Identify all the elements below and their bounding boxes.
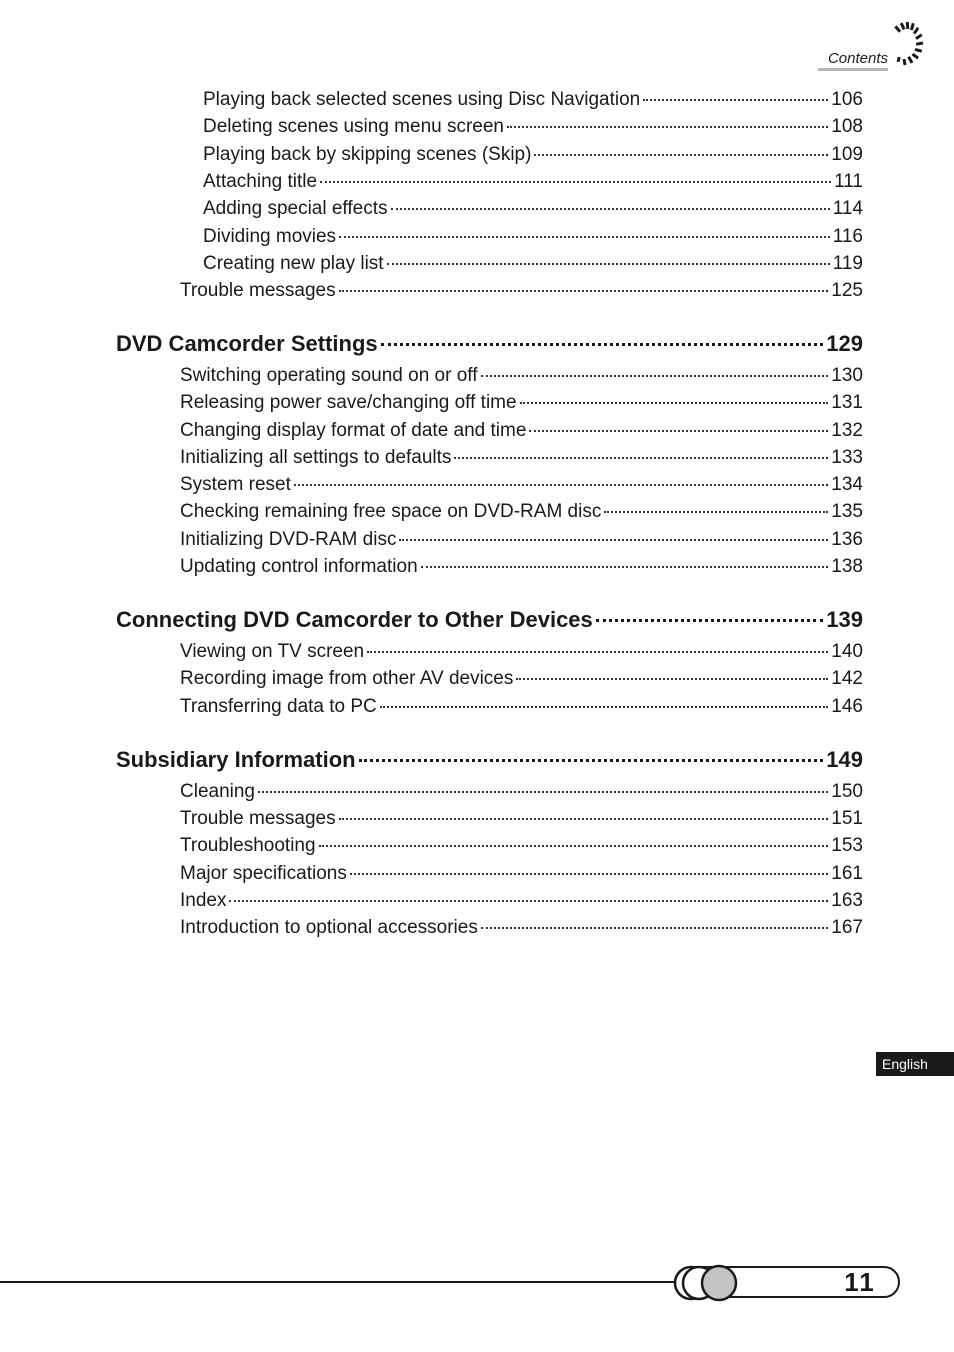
dot-leader — [294, 484, 828, 486]
dot-leader — [381, 343, 824, 346]
toc-entry-title: Dividing movies — [203, 226, 337, 247]
toc-entry-page: 111 — [834, 171, 863, 192]
toc-entry-title: Cleaning — [180, 781, 255, 802]
toc-section-entry[interactable] — [116, 747, 863, 773]
dot-leader — [367, 651, 828, 653]
toc-entry-title: Changing display format of date and time — [180, 420, 527, 441]
toc-entry[interactable] — [180, 529, 863, 551]
dot-leader — [643, 99, 828, 101]
toc-entry[interactable] — [180, 501, 863, 523]
toc-entry-title: Playing back selected scenes using Disc Navigation — [203, 89, 641, 110]
toc-entry-page: 119 — [832, 253, 863, 274]
toc-entry[interactable] — [203, 116, 863, 138]
toc-entry-title: Adding special effects — [203, 198, 388, 219]
toc-entry[interactable] — [203, 198, 863, 220]
toc-entry[interactable] — [180, 917, 863, 939]
toc-entry[interactable] — [180, 474, 863, 496]
toc-entry-title: Creating new play list — [203, 253, 384, 274]
toc-entry-page: 150 — [831, 781, 863, 802]
toc-entry[interactable] — [180, 781, 863, 803]
toc-entry[interactable] — [180, 890, 863, 912]
toc-entry[interactable] — [203, 89, 863, 111]
toc-entry[interactable] — [203, 144, 863, 166]
toc-entry-title: Viewing on TV screen — [180, 641, 365, 662]
dot-leader — [391, 208, 830, 210]
toc-entry-title: Index — [180, 890, 227, 911]
toc-entry[interactable] — [180, 556, 863, 578]
dot-leader — [339, 236, 830, 238]
header-underline — [818, 68, 888, 71]
dot-leader — [339, 290, 829, 292]
toc-entry-page: 153 — [831, 835, 863, 856]
toc-entry-page: 135 — [831, 501, 863, 522]
toc-entry[interactable] — [180, 863, 863, 885]
toc-entry-title: Playing back by skipping scenes (Skip) — [203, 144, 532, 165]
toc-entry-title: Releasing power save/changing off time — [180, 392, 517, 413]
toc-entry-page: 114 — [832, 198, 863, 219]
toc-entry-page: 125 — [831, 280, 863, 301]
toc-entry-title: Introduction to optional accessories — [180, 917, 478, 938]
toc-entry-page: 133 — [831, 447, 863, 468]
toc-entry-page: 149 — [826, 747, 863, 772]
dot-leader — [320, 181, 831, 183]
toc-entry-title: Transferring data to PC — [180, 696, 377, 717]
toc-entry-title: System reset — [180, 474, 291, 495]
dotted-ring-icon — [894, 20, 924, 68]
dot-leader — [421, 566, 829, 568]
toc-entry-title: Major specifications — [180, 863, 347, 884]
toc-entry[interactable] — [180, 696, 863, 718]
dot-leader — [516, 678, 828, 680]
toc-entry-title: Updating control information — [180, 556, 418, 577]
toc-entry-title: Recording image from other AV devices — [180, 668, 514, 689]
dot-leader — [507, 126, 828, 128]
page-number: 11 — [844, 1266, 876, 1297]
toc-entry-title: Trouble messages — [180, 280, 336, 301]
dot-leader — [520, 402, 829, 404]
dot-leader — [350, 873, 828, 875]
overlapping-circles-icon — [672, 1264, 744, 1302]
toc-entry-title: Switching operating sound on or off — [180, 365, 478, 386]
toc-entry-title: Initializing all settings to defaults — [180, 447, 452, 468]
toc-entry-title: Deleting scenes using menu screen — [203, 116, 505, 137]
dot-leader — [387, 263, 830, 265]
toc-entry-page: 109 — [831, 144, 863, 165]
toc-entry-title: Subsidiary Information — [116, 747, 356, 772]
header-label: Contents — [827, 50, 888, 67]
toc-entry[interactable] — [180, 641, 863, 663]
dot-leader — [380, 706, 829, 708]
toc-entry-title: Checking remaining free space on DVD-RAM disc — [180, 501, 602, 522]
toc-entry-title: Troubleshooting — [180, 835, 316, 856]
toc-entry-page: 108 — [831, 116, 863, 137]
toc-entry[interactable] — [180, 420, 863, 442]
toc-entry-page: 130 — [831, 365, 863, 386]
toc-entry-page: 106 — [831, 89, 863, 110]
toc-entry-title: Attaching title — [203, 171, 318, 192]
toc-entry[interactable] — [180, 280, 863, 302]
toc-entry-title: Trouble messages — [180, 808, 336, 829]
toc-entry-page: 167 — [831, 917, 863, 938]
dot-leader — [339, 818, 829, 820]
toc-entry[interactable] — [180, 447, 863, 469]
language-tab: English — [876, 1052, 954, 1076]
toc-entry[interactable] — [180, 835, 863, 857]
dot-leader — [596, 619, 824, 622]
toc-entry[interactable] — [203, 226, 863, 248]
toc-entry[interactable] — [203, 171, 863, 193]
toc-entry-title: DVD Camcorder Settings — [116, 331, 378, 356]
toc-entry-page: 132 — [831, 420, 863, 441]
dot-leader — [481, 375, 829, 377]
toc-entry-page: 129 — [826, 331, 863, 356]
dot-leader — [529, 430, 828, 432]
toc-entry[interactable] — [203, 253, 863, 275]
toc-entry[interactable] — [180, 808, 863, 830]
toc-entry-page: 138 — [831, 556, 863, 577]
toc-entry-page: 116 — [832, 226, 863, 247]
dot-leader — [359, 759, 824, 762]
footer-rule — [0, 1281, 690, 1283]
toc-entry-page: 140 — [831, 641, 863, 662]
toc-entry-page: 161 — [831, 863, 863, 884]
toc-entry-page: 139 — [826, 607, 863, 632]
toc-entry-page: 151 — [831, 808, 863, 829]
toc-entry-page: 142 — [831, 668, 863, 689]
dot-leader — [454, 457, 828, 459]
toc-section-entry[interactable] — [116, 331, 863, 357]
dot-leader — [319, 845, 829, 847]
toc-entry-title: Connecting DVD Camcorder to Other Devices — [116, 607, 593, 632]
dot-leader — [534, 154, 828, 156]
dot-leader — [258, 791, 828, 793]
toc-entry-page: 134 — [831, 474, 863, 495]
toc-entry-page: 163 — [831, 890, 863, 911]
dot-leader — [399, 539, 828, 541]
toc-entry-page: 146 — [831, 696, 863, 717]
toc-entry-page: 131 — [831, 392, 863, 413]
toc-entry[interactable] — [180, 365, 863, 387]
toc-entry[interactable] — [180, 392, 863, 414]
toc-section-entry[interactable] — [116, 607, 863, 633]
dot-leader — [229, 900, 828, 902]
dot-leader — [481, 927, 828, 929]
toc-entry[interactable] — [180, 668, 863, 690]
toc-entry-page: 136 — [831, 529, 863, 550]
toc-entry-title: Initializing DVD-RAM disc — [180, 529, 397, 550]
dot-leader — [604, 511, 828, 513]
